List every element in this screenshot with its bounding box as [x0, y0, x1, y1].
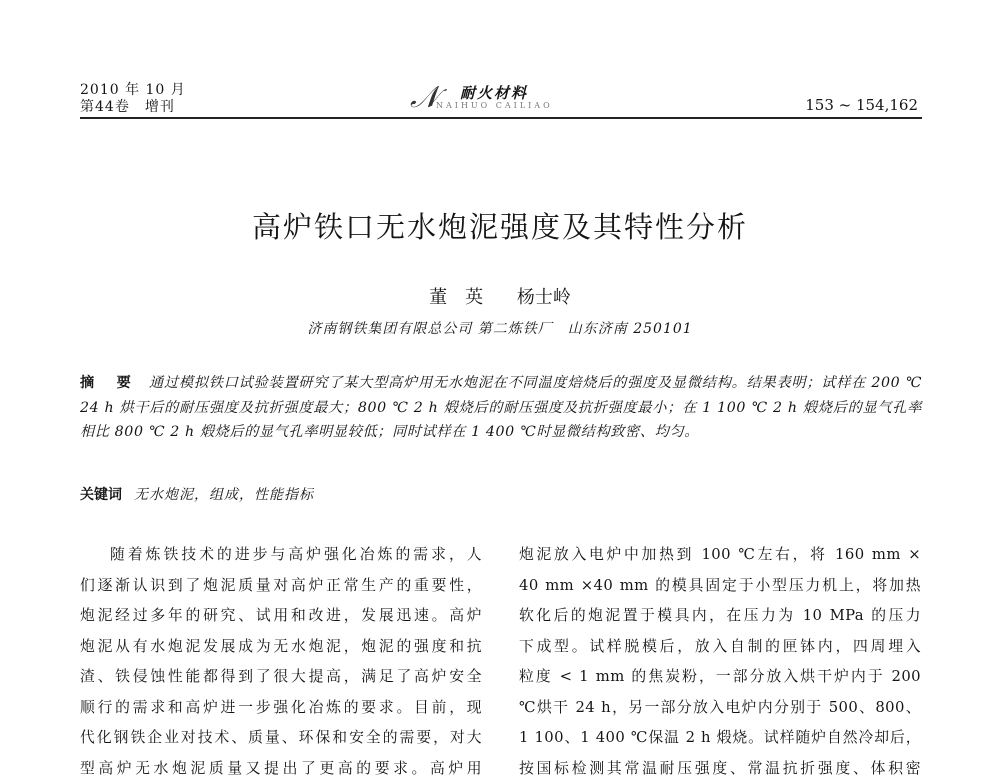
paper-title: 高炉铁口无水炮泥强度及其特性分析 [0, 205, 1000, 246]
body-line: 顺行的需求和高炉进一步强化冶炼的要求。目前，现 [80, 693, 482, 724]
body-line: 型高炉无水炮泥质量又提出了更高的要求。高炉用 [80, 754, 482, 784]
body-line: ℃烘干 24 h，另一部分放入电炉内分别于 500、800、 [519, 693, 921, 724]
abstract-text: 通过模拟铁口试验装置研究了某大型高炉用无水炮泥在不同温度焙烧后的强度及显微结构。结果表明；试样在 200 ℃ 24 h 烘干后的耐压强度及抗折强度最大；800 ℃ 2 h 煅烧后的耐压强度及抗折强度最小；在 1 100 ℃ 2 h 煅烧后的显气孔率相比 800 ℃ 2 h 煅烧后的显气孔率明显较低；同时试样在 1 400 ℃时显微结构致密、均匀。 [80, 375, 922, 440]
abstract [80, 371, 922, 445]
journal-n-mark-icon: 𝒩 [410, 80, 439, 115]
body-line: 软化后的炮泥置于模具内，在压力为 10 MPa 的压力 [519, 601, 921, 632]
issue-volume: 第44卷 增刊 [80, 99, 186, 116]
journal-name-en: NAIHUO CAILIAO [436, 101, 553, 110]
body-line: 渣、铁侵蚀性能都得到了很大提高，满足了高炉安全 [80, 662, 482, 693]
body-line: 代化钢铁企业对技术、质量、环保和安全的需要，对大 [80, 723, 482, 754]
issue-info [80, 82, 186, 116]
author-name: 杨士岭 [517, 287, 571, 308]
body-line: 40 mm ×40 mm 的模具固定于小型压力机上，将加热 [519, 571, 921, 602]
keywords [80, 484, 922, 504]
page-range: 153 ~ 154,162 [805, 96, 918, 114]
affiliation: 济南钢铁集团有限总公司 第二炼铁厂 山东济南 250101 [0, 318, 1000, 338]
body-line: 下成型。试样脱模后，放入自制的匣钵内，四周埋入 [519, 632, 921, 663]
body-column-left [80, 540, 482, 784]
body-line: 1 100、1 400 ℃保温 2 h 煅烧。试样随炉自然冷却后， [519, 723, 921, 754]
body-column-right [519, 540, 921, 784]
body-line: 炮泥放入电炉中加热到 100 ℃左右，将 160 mm × [519, 540, 921, 571]
body-line: 们逐渐认识到了炮泥质量对高炉正常生产的重要性， [80, 571, 482, 602]
author-name: 董 英 [429, 287, 483, 308]
journal-logo [410, 80, 580, 116]
journal-name-cn: 耐火材料 [460, 82, 528, 103]
header-rule [80, 117, 922, 119]
abstract-label: 摘 要 [80, 375, 135, 391]
author-list [0, 283, 1000, 309]
issue-date: 2010 年 10 月 [80, 82, 186, 99]
keywords-text: 无水炮泥，组成，性能指标 [134, 487, 314, 503]
body-line: 按国标检测其常温耐压强度、常温抗折强度、体积密 [519, 754, 921, 784]
body-line: 随着炼铁技术的进步与高炉强化冶炼的需求，人 [80, 540, 482, 571]
body-line: 炮泥从有水炮泥发展成为无水炮泥，炮泥的强度和抗 [80, 632, 482, 663]
keywords-label: 关键词 [80, 487, 122, 503]
body-line: 粒度 < 1 mm 的焦炭粉，一部分放入烘干炉内于 200 [519, 662, 921, 693]
body-line: 炮泥经过多年的研究、试用和改进，发展迅速。高炉 [80, 601, 482, 632]
